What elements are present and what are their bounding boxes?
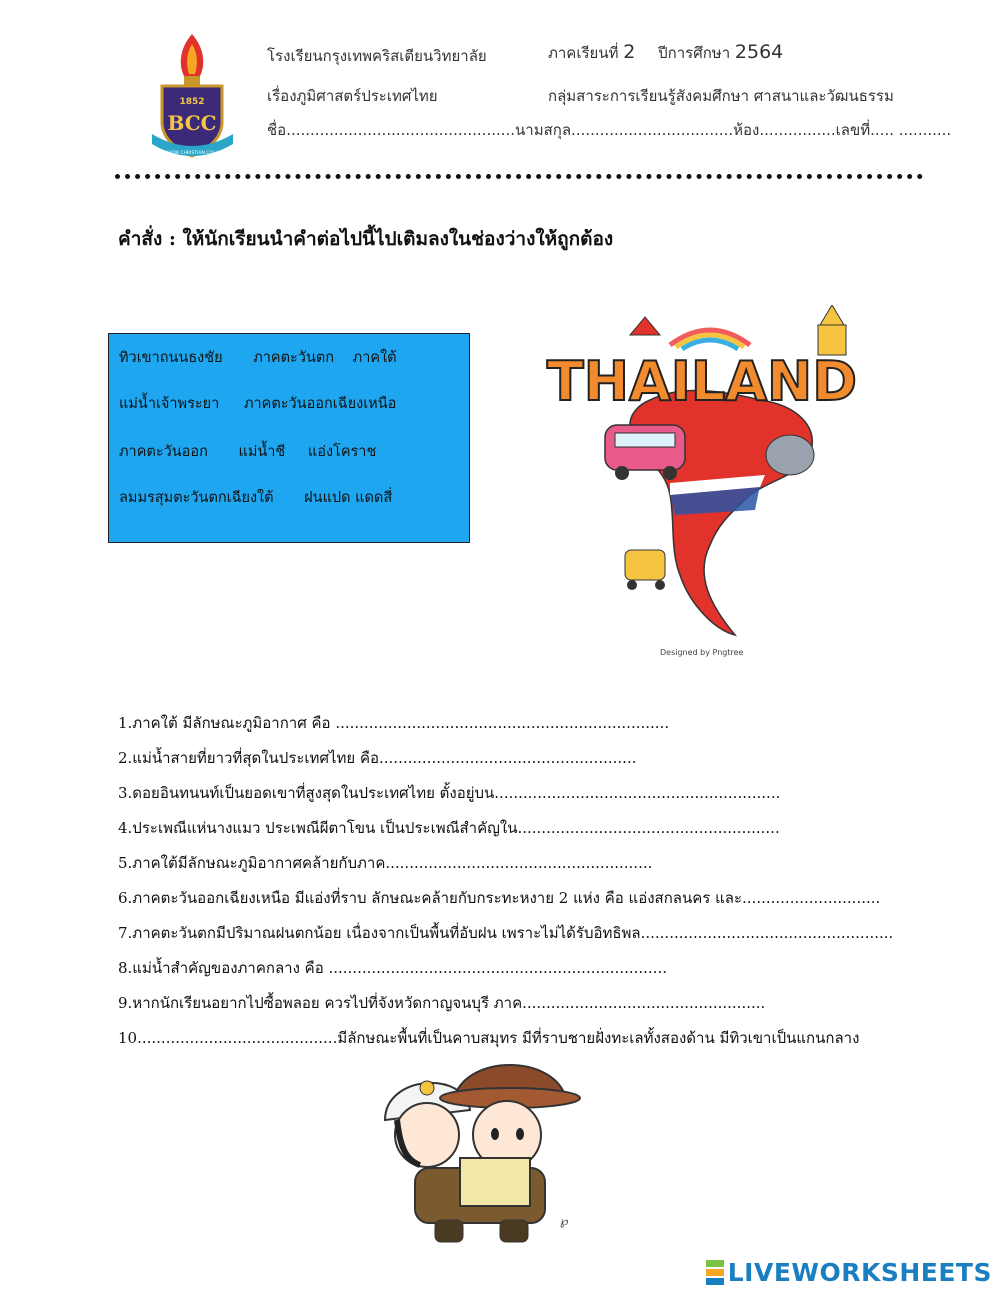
liveworksheets-logo <box>706 1258 992 1287</box>
semester-year <box>548 41 783 65</box>
question-3: 3.ดอยอินทนนท์เป็นยอดเขาที่สูงสุดในประเทศไทย ตั้งอยู่บน............................................................ <box>118 784 781 802</box>
word-bank-item: ภาคตะวันออก <box>119 444 208 460</box>
semester-label: ภาคเรียนที่ <box>548 44 619 62</box>
school-logo <box>150 30 235 165</box>
illustration-title: THAILAND <box>546 350 858 413</box>
school-crest-icon <box>150 30 235 165</box>
word-bank-item: ลมมรสุมตะวันตกเฉียงใต้ <box>119 490 274 506</box>
liveworksheets-mark-icon <box>706 1259 724 1286</box>
word-bank-item: แม่น้ำเจ้าพระยา <box>119 396 220 412</box>
word-bank-item: แอ่งโคราช <box>307 444 377 460</box>
word-bank-row <box>119 392 422 415</box>
explorer-kids-icon <box>375 1050 605 1250</box>
semester-value: 2 <box>623 41 636 63</box>
question-2: 2.แม่น้ำสายที่ยาวที่สุดในประเทศไทย คือ...................................................... <box>118 749 637 767</box>
question-4: 4.ประเพณีแห่นางแมว ประเพณีผีตาโขน เป็นประเพณีสำคัญใน....................................................... <box>118 819 780 837</box>
thailand-map-icon <box>520 305 880 660</box>
word-bank-row <box>119 346 423 369</box>
logo-initials: BCC <box>167 111 217 135</box>
logo-banner-text: BANGKOK CHRISTIAN COLLEGE <box>156 151 228 156</box>
thailand-illustration <box>520 305 880 660</box>
question-1: 1.ภาคใต้ มีลักษณะภูมิอากาศ คือ ...................................................................... <box>118 714 670 732</box>
word-bank-row <box>119 440 402 463</box>
word-bank-item: ฝนแปด แดดสี่ <box>304 490 393 506</box>
question-5: 5.ภาคใต้มีลักษณะภูมิอากาศคล้ายกับภาค........................................................ <box>118 854 653 872</box>
word-bank-item: ภาคใต้ <box>352 350 397 366</box>
year-label: ปีการศึกษา <box>658 44 731 62</box>
word-bank-item: ภาคตะวันตก <box>253 350 335 366</box>
school-name: โรงเรียนกรุงเทพคริสเตียนวิทยาลัย <box>267 47 487 65</box>
word-bank <box>108 333 470 543</box>
question-6: 6.ภาคตะวันออกเฉียงเหนือ มีแอ่งที่ราบ ลักษณะคล้ายกับกระทะหงาย 2 แห่ง คือ แอ่งสกลนคร และ............................. <box>118 889 881 907</box>
instruction: คำสั่ง : ให้นักเรียนนำคำต่อไปนี้ไปเติมลงในช่องว่างให้ถูกต้อง <box>118 228 614 250</box>
topic-title: เรื่องภูมิศาสตร์ประเทศไทย <box>267 87 438 105</box>
student-info-line: ชื่อ................................................นามสกุล..................................ห้อง................เลขที่..... ........... <box>267 121 952 139</box>
logo-year: 1852 <box>179 97 205 107</box>
liveworksheets-brand: LIVEWORKSHEETS <box>727 1258 992 1287</box>
question-10: 10..........................................มีลักษณะพื้นที่เป็นคาบสมุทร มีที่ราบชายฝั่งทะเลทั้งสองด้าน มีทิวเขาเป็นแกนกลาง <box>118 1029 860 1047</box>
question-8: 8.แม่น้ำสำคัญของภาคกลาง คือ ....................................................................... <box>118 959 668 977</box>
word-bank-row <box>119 486 418 509</box>
year-value: 2564 <box>734 41 784 63</box>
word-bank-item: ทิวเขาถนนธงชัย <box>119 350 223 366</box>
word-bank-item: ภาคตะวันออกเฉียงเหนือ <box>243 396 397 412</box>
svg-text:℘: ℘ <box>560 1214 569 1228</box>
header-divider <box>115 174 923 179</box>
question-9: 9.หากนักเรียนอยากไปซื้อพลอย ควรไปที่จังหวัดกาญจนบุรี ภาค................................................... <box>118 994 766 1012</box>
word-bank-item: แม่น้ำชี <box>238 444 286 460</box>
illustration-credit: Designed by Pngtree <box>660 648 744 657</box>
question-7: 7.ภาคตะวันตกมีปริมาณฝนตกน้อย เนื่องจากเป็นพื้นที่อับฝน เพราะไม่ได้รับอิทธิพล..................................................... <box>118 924 894 942</box>
subject-group: กลุ่มสาระการเรียนรู้สังคมศึกษา ศาสนาและวัฒนธรรม <box>548 87 894 105</box>
explorer-cartoon <box>375 1050 605 1250</box>
